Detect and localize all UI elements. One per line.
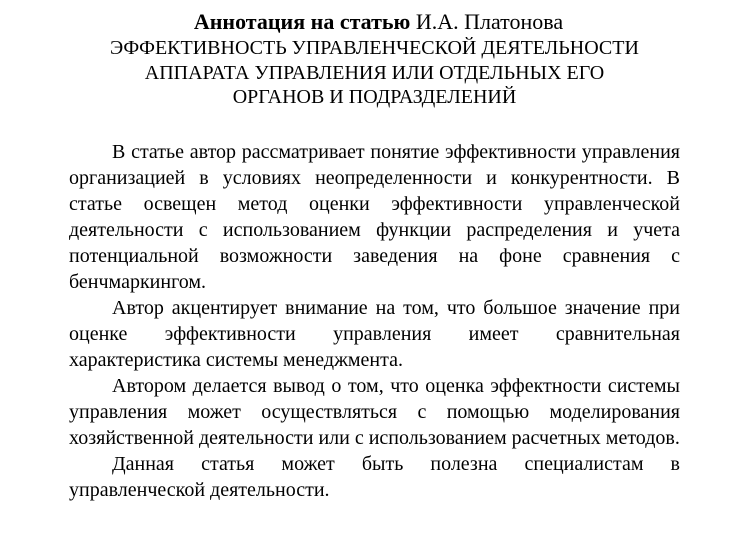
article-title-line: АППАРАТА УПРАВЛЕНИЯ ИЛИ ОТДЕЛЬНЫХ ЕГО [144, 61, 605, 84]
author-name: И.А. Платонова [415, 9, 564, 34]
body-paragraph: В статье автор рассматривает понятие эффективности управления организацией в условиях неопределенности и конкурентности. В статье освещен метод оценки эффективности управленческой деятельности с использованием функции распределения и учета потенциальной возможности заведения на фоне сравнения с бенчмаркингом. [69, 140, 680, 293]
annotation-label: Аннотация на статью [193, 9, 411, 34]
article-title [69, 36, 680, 110]
annotation-body [69, 139, 680, 503]
body-paragraph: Автором делается вывод о том, что оценка эффектности системы управления может осуществляться с помощью моделирования хозяйственной деятельности или с использованием расчетных методов. [69, 374, 680, 449]
body-paragraph: Данная статья может быть полезна специалистам в управленческой деятельности. [69, 452, 680, 501]
body-paragraph: Автор акцентирует внимание на том, что большое значение при оценке эффективности управления имеет сравнительная характеристика системы менеджмента. [69, 296, 680, 371]
article-title-line: ЭФФЕКТИВНОСТЬ УПРАВЛЕНЧЕСКОЙ ДЕЯТЕЛЬНОСТИ [110, 37, 639, 59]
annotation-heading [77, 8, 680, 36]
article-title-line: ОРГАНОВ И ПОДРАЗДЕЛЕНИЙ [232, 86, 517, 108]
